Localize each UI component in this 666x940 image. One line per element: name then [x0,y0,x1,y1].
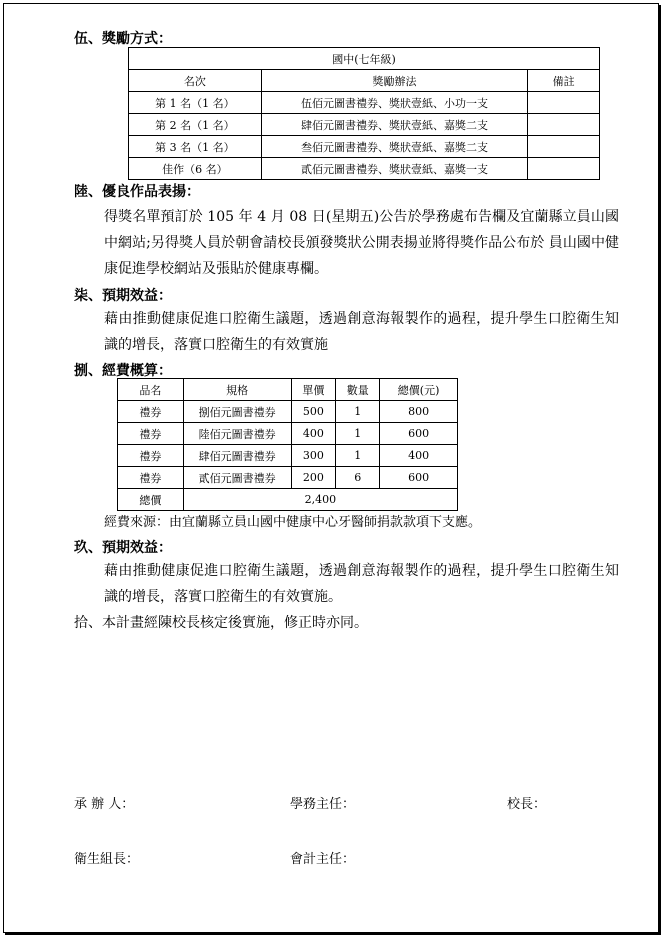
budget-quantity: 6 [336,467,380,489]
award-note [528,92,600,114]
table-row [118,445,458,467]
budget-col-total: 總價(元) [380,379,458,401]
budget-item: 禮券 [118,401,184,423]
section-6-heading: 陸、優良作品表揚： [74,184,200,200]
award-method: 肆佰元圖書禮券、獎狀壹紙、嘉獎二支 [261,114,528,136]
table-row [118,401,458,423]
budget-total-label: 總價 [118,489,184,511]
section-9-heading: 玖、預期效益： [74,540,172,556]
budget-quantity: 1 [336,423,380,445]
budget-col-spec: 規格 [183,379,291,401]
award-method: 伍佰元圖書禮券、獎狀壹紙、小功一支 [261,92,528,114]
budget-spec: 貳佰元圖書禮券 [183,467,291,489]
signature-accounting: 會計主任： [290,852,356,867]
budget-unit-price: 300 [291,445,336,467]
award-col-rank: 名次 [129,70,262,92]
budget-total: 400 [380,445,458,467]
budget-total-value: 2,400 [183,489,457,511]
budget-total: 600 [380,467,458,489]
signature-handler: 承 辦 人： [74,797,135,812]
award-method: 叁佰元圖書禮券、獎狀壹紙、嘉獎二支 [261,136,528,158]
budget-col-item: 品名 [118,379,184,401]
award-rank: 佳作（6 名） [129,158,262,180]
funding-source: 經費來源：由宜蘭縣立員山國中健康中心牙醫師捐款款項下支應。 [104,515,482,530]
table-row [118,423,458,445]
budget-total-row [118,489,458,511]
section-9-body: 藉由推動健康促進口腔衛生議題，透過創意海報製作的過程，提升學生口腔衛生知識的增長，落實口腔衛生的有效實施。 [104,563,619,605]
award-col-notes: 備註 [528,70,600,92]
award-table-title: 國中(七年級) [129,48,600,70]
budget-col-quantity: 數量 [336,379,380,401]
section-7-heading: 柒、預期效益： [74,288,172,304]
award-table [128,47,600,180]
section-8-heading: 捌、經費概算： [74,363,172,379]
section-5-heading: 伍、獎勵方式： [74,31,172,47]
award-rank: 第 3 名（1 名） [129,136,262,158]
award-note [528,114,600,136]
budget-col-unit-price: 單價 [291,379,336,401]
budget-total: 600 [380,423,458,445]
budget-quantity: 1 [336,401,380,423]
table-row [129,158,600,180]
section-6-body: 得獎名單預訂於 105 年 4 月 08 日(星期五)公告於學務處布告欄及宜蘭縣立員山國中網站;另得獎人員於朝會請校長頒發獎狀公開表揚並將得獎作品公布於 員山國中健康促進學校網站及張貼於健康專欄。 [104,209,619,277]
budget-item: 禮券 [118,423,184,445]
budget-quantity: 1 [336,445,380,467]
table-row [129,136,600,158]
budget-unit-price: 400 [291,423,336,445]
award-rank: 第 2 名（1 名） [129,114,262,136]
budget-item: 禮券 [118,445,184,467]
signature-principal: 校長： [507,797,547,812]
signature-student-affairs: 學務主任： [290,797,356,812]
award-method: 貳佰元圖書禮券、獎狀壹紙、嘉獎一支 [261,158,528,180]
budget-unit-price: 200 [291,467,336,489]
table-row [118,467,458,489]
award-col-method: 獎勵辦法 [261,70,528,92]
budget-item: 禮券 [118,467,184,489]
budget-unit-price: 500 [291,401,336,423]
budget-table [117,378,458,511]
budget-total: 800 [380,401,458,423]
table-row [129,114,600,136]
award-note [528,136,600,158]
section-10-text: 拾、本計畫經陳校長核定後實施，修正時亦同。 [74,615,368,631]
section-7-body: 藉由推動健康促進口腔衛生議題，透過創意海報製作的過程，提升學生口腔衛生知識的增長，落實口腔衛生的有效實施 [104,311,619,353]
signature-health-leader: 衛生組長： [74,852,140,867]
award-rank: 第 1 名（1 名） [129,92,262,114]
budget-spec: 捌佰元圖書禮券 [183,401,291,423]
table-row [129,92,600,114]
budget-spec: 陸佰元圖書禮券 [183,423,291,445]
budget-spec: 肆佰元圖書禮券 [183,445,291,467]
award-note [528,158,600,180]
